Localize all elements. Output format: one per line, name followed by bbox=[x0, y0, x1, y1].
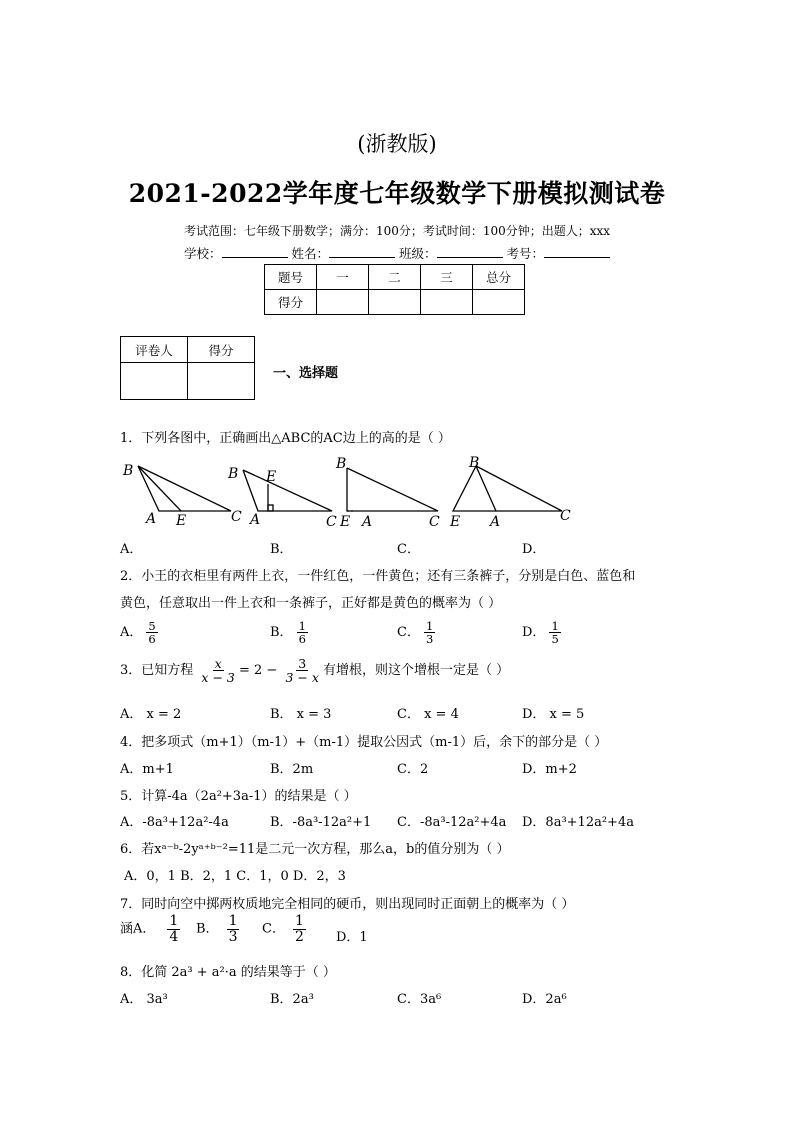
fig-d-line bbox=[476, 466, 496, 511]
score-cell bbox=[421, 290, 473, 315]
question-7: 7．同时向空中掷两枚质地完全相同的硬币，则出现同时正面朝上的概率为（ ） bbox=[120, 897, 575, 912]
score-header-cell: 一 bbox=[317, 265, 369, 290]
q4-option-c: C．2 bbox=[397, 762, 429, 777]
school-blank bbox=[222, 245, 288, 258]
school-label: 学校： bbox=[183, 246, 222, 261]
q8-option-c: C．3a⁶ bbox=[397, 992, 442, 1007]
q8-option-b: B．2a³ bbox=[270, 992, 314, 1007]
q1-option-d: D． bbox=[522, 542, 546, 557]
q1-option-a: A． bbox=[120, 542, 143, 557]
score-cell bbox=[473, 290, 525, 315]
fig-c-label-b: B bbox=[336, 456, 347, 472]
grader-score-header: 得分 bbox=[188, 337, 255, 363]
fig-a-label-b: B bbox=[123, 463, 134, 479]
q3-option-d: D． x = 5 bbox=[522, 707, 585, 722]
score-header-cell: 题号 bbox=[265, 265, 317, 290]
q7-option-c: C． $\frac{1}{2}$ bbox=[262, 913, 304, 945]
q1-figures bbox=[115, 454, 585, 530]
q1-option-b: B． bbox=[270, 542, 293, 557]
class-blank bbox=[437, 245, 503, 258]
q2-option-a: A． $\frac{5}{6}$ bbox=[120, 619, 156, 647]
q7-option-b: B． $\frac{1}{3}$ bbox=[196, 913, 238, 945]
fig-b-right-angle bbox=[268, 505, 273, 511]
fig-a-triangle bbox=[138, 466, 231, 511]
fig-a-label-c: C bbox=[231, 509, 242, 525]
q8-option-d: D．2a⁶ bbox=[522, 992, 567, 1007]
name-label: 姓名： bbox=[291, 246, 329, 261]
section-heading: 一、选择题 bbox=[273, 366, 339, 381]
grader-score-cell bbox=[188, 363, 255, 400]
question-2-line1: 2．小王的衣柜里有两件上衣，一件红色，一件黄色；还有三条裤子，分别是白色、蓝色和 bbox=[120, 569, 636, 584]
q2-option-c: C． $\frac{1}{3}$ bbox=[397, 619, 434, 647]
q2-option-b: B． $\frac{1}{6}$ bbox=[270, 619, 306, 647]
q5-option-d: D．8a³+12a²+4a bbox=[522, 815, 634, 830]
edition-label: (浙教版) bbox=[357, 132, 437, 156]
question-6: 6．若xᵃ⁻ᵇ-2yᵃ⁺ᵇ⁻²=11是二元一次方程，那么a，b的值分别为（ ） bbox=[120, 842, 510, 857]
question-5: 5．计算-4a（2a²+3a-1）的结果是（ ） bbox=[120, 789, 357, 804]
page-title: 2021-2022学年度七年级数学下册模拟测试卷 bbox=[128, 179, 666, 208]
fig-c-label-e: E bbox=[340, 514, 351, 530]
score-header-cell: 总分 bbox=[473, 265, 525, 290]
score-table bbox=[264, 264, 525, 315]
name-blank bbox=[329, 245, 395, 258]
q5-option-b: B．-8a³-12a²+1 bbox=[270, 815, 372, 830]
q4-option-d: D．m+2 bbox=[522, 762, 577, 777]
fig-a-label-e: E bbox=[176, 513, 187, 529]
q3-option-b: B． x = 3 bbox=[270, 707, 332, 722]
score-cell bbox=[369, 290, 421, 315]
question-4: 4．把多项式（m+1）（m-1）+（m-1）提取公因式（m-1）后，余下的部分是（ ） bbox=[120, 735, 608, 750]
q4-option-b: B．2m bbox=[270, 762, 314, 777]
number-blank bbox=[544, 245, 610, 258]
q3-option-a: A． x = 2 bbox=[120, 707, 182, 722]
number-label: 考号： bbox=[506, 246, 544, 261]
question-1: 1．下列各图中，正确画出△ABC的AC边上的高的是（ ） bbox=[120, 431, 451, 446]
grader-header: 评卷人 bbox=[121, 337, 188, 363]
class-label: 班级： bbox=[398, 246, 437, 261]
fig-b-triangle bbox=[243, 470, 332, 511]
score-cell bbox=[317, 290, 369, 315]
fig-b-label-c: C bbox=[326, 514, 337, 530]
q8-option-a: A． 3a³ bbox=[120, 992, 168, 1007]
fig-d-label-c: C bbox=[560, 508, 571, 524]
q4-option-a: A．m+1 bbox=[120, 762, 174, 777]
q7-option-d: D．1 bbox=[336, 930, 368, 945]
score-header-cell: 二 bbox=[369, 265, 421, 290]
q1-option-c: C． bbox=[397, 542, 420, 557]
question-8: 8．化简 2a³ + a²·a 的结果等于（ ） bbox=[120, 965, 336, 980]
fig-b-label-a: A bbox=[250, 512, 261, 528]
q2-option-d: D． $\frac{1}{5}$ bbox=[522, 619, 559, 647]
fig-d-label-a: A bbox=[490, 514, 501, 530]
q6-options: A．0，1 B．2，1 C．1，0 D．2，3 bbox=[124, 869, 346, 884]
q7-option-a: 涵A． $\frac{1}{4}$ bbox=[120, 913, 179, 945]
question-3: 3．已知方程 $\frac{x}{x - 3}$ = 2 − $\frac{3}{3 - x}$ 有增根，则这个增根一定是（ ） bbox=[120, 656, 510, 686]
fig-c-label-a: A bbox=[362, 514, 373, 530]
fig-c-label-c: C bbox=[429, 514, 440, 530]
q5-option-a: A．-8a³+12a²-4a bbox=[120, 815, 229, 830]
score-row-label: 得分 bbox=[265, 290, 317, 315]
fig-c-triangle bbox=[347, 468, 438, 511]
fig-d-label-b: B bbox=[469, 455, 480, 471]
grader-cell bbox=[121, 363, 188, 400]
exam-info: 考试范围：七年级下册数学；满分：100分；考试时间：100分钟；出题人；xxx bbox=[183, 224, 611, 238]
score-header-cell: 三 bbox=[421, 265, 473, 290]
fig-d-triangle bbox=[453, 466, 562, 511]
fig-a-line bbox=[138, 466, 181, 511]
fig-a-label-a: A bbox=[146, 511, 157, 527]
q3-option-c: C． x = 4 bbox=[397, 707, 459, 722]
question-2-line2: 黄色，任意取出一件上衣和一条裤子，正好都是黄色的概率为（ ） bbox=[120, 596, 502, 611]
student-fields bbox=[0, 244, 794, 262]
grader-table bbox=[120, 336, 255, 400]
q5-option-c: C．-8a³-12a²+4a bbox=[397, 815, 507, 830]
fig-b-label-b: B bbox=[228, 466, 239, 482]
fig-d-label-e: E bbox=[450, 514, 461, 530]
fig-b-label-e: E bbox=[266, 469, 277, 485]
